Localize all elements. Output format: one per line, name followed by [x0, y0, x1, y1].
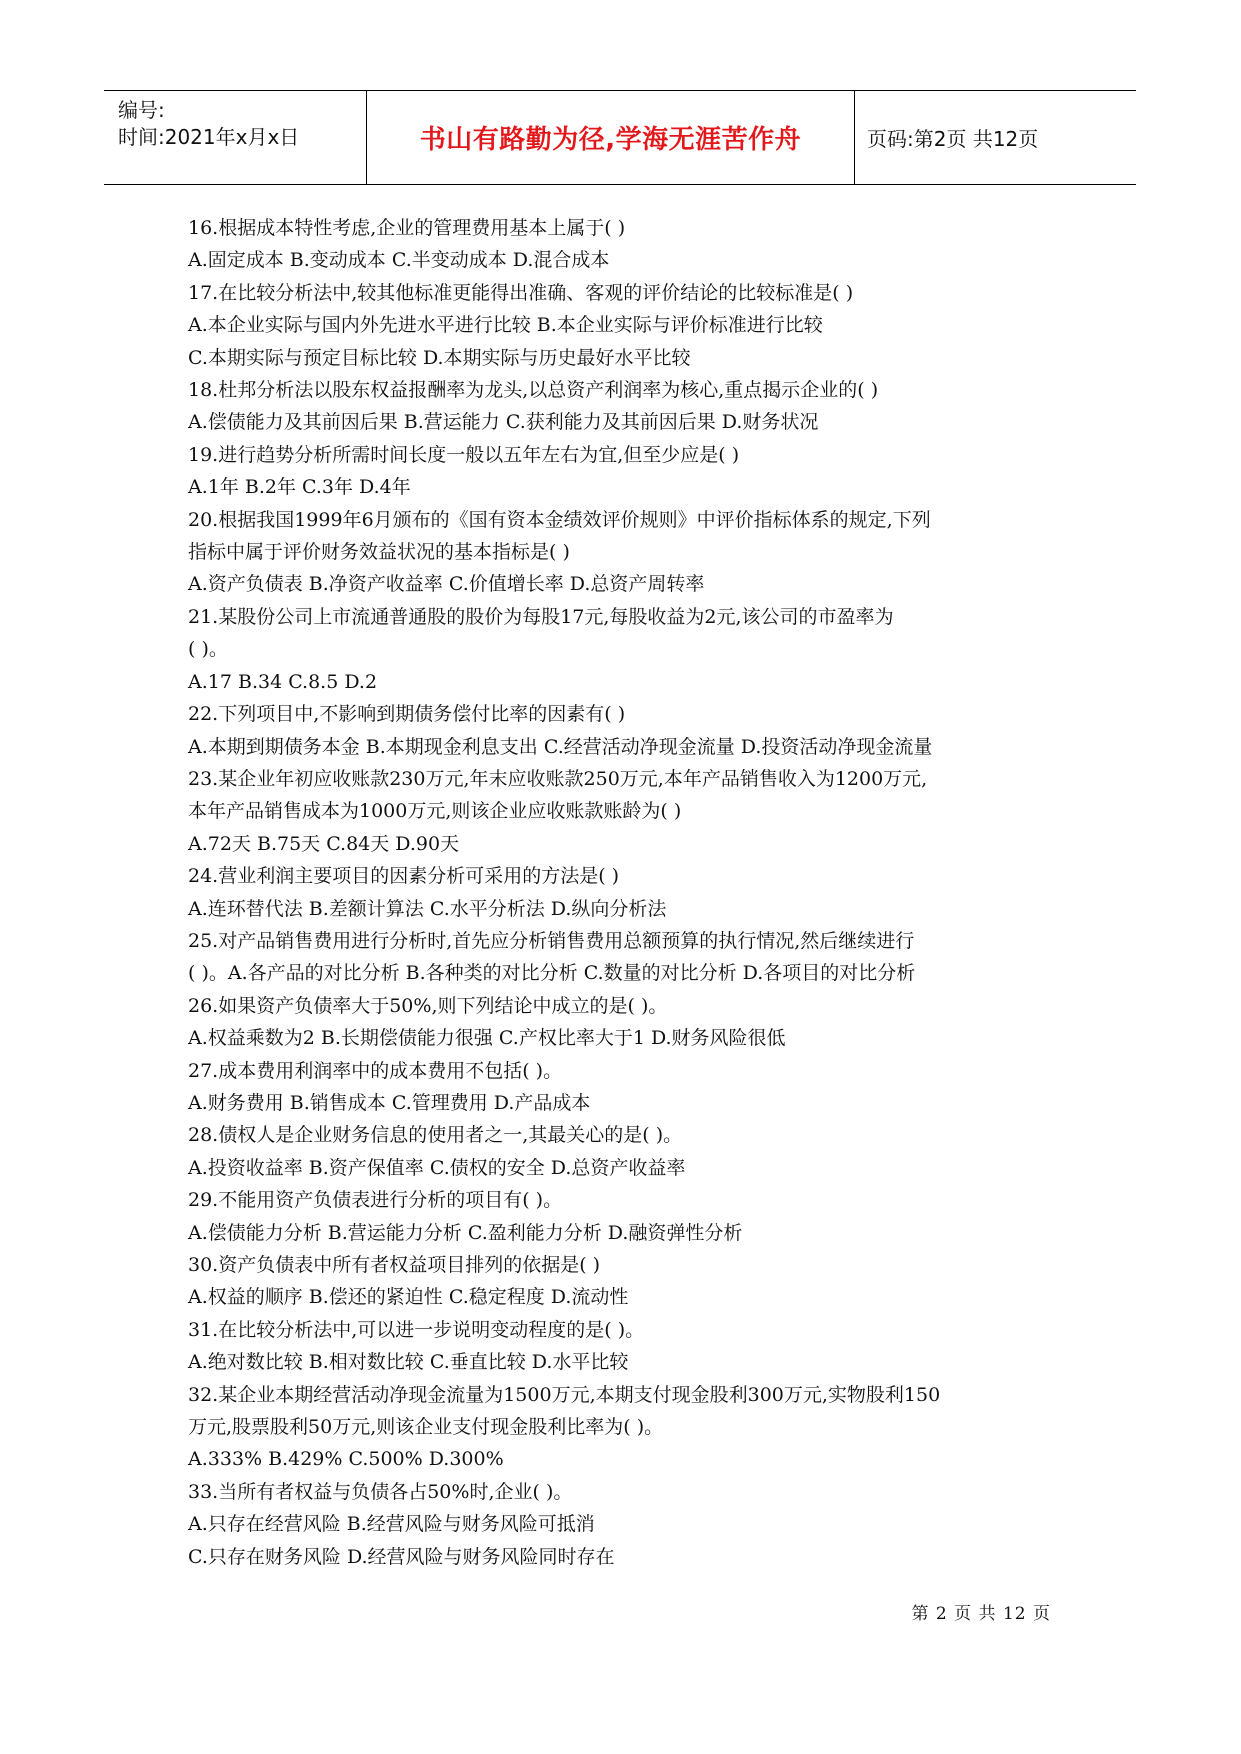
text-line: A.333% B.429% C.500% D.300%	[188, 1448, 504, 1471]
text-line: 30.资产负债表中所有者权益项目排列的依据是( )	[188, 1254, 601, 1276]
header-motto: 书山有路勤为径,学海无涯苦作舟	[419, 125, 802, 155]
text-line: A.连环替代法 B.差额计算法 C.水平分析法 D.纵向分析法	[188, 897, 667, 920]
text-line: 21.某股份公司上市流通普通股的股价为每股17元,每股收益为2元,该公司的市盈率为	[188, 605, 894, 628]
text-line: A.本期到期债务本金 B.本期现金利息支出 C.经营活动净现金流量 D.投资活动净现金流量	[188, 735, 933, 758]
text-line: 33.当所有者权益与负债各占50%时,企业( )。	[188, 1480, 573, 1503]
document-number-label: 编号:	[118, 98, 165, 122]
text-line: A.偿债能力分析 B.营运能力分析 C.盈利能力分析 D.融资弹性分析	[188, 1221, 743, 1244]
text-line: A.72天 B.75天 C.84天 D.90天	[188, 832, 460, 855]
text-line: 指标中属于评价财务效益状况的基本指标是( )	[188, 541, 570, 564]
text-line: C.本期实际与预定目标比较 D.本期实际与历史最好水平比较	[188, 346, 691, 369]
header-meta-cell	[104, 91, 367, 184]
text-line: A.只存在经营风险 B.经营风险与财务风险可抵消	[188, 1513, 595, 1536]
header-page-number: 页码:第2页 共12页	[867, 127, 1039, 151]
text-line: A.本企业实际与国内外先进水平进行比较 B.本企业实际与评价标准进行比较	[188, 314, 823, 337]
text-line: 27.成本费用利润率中的成本费用不包括( )。	[188, 1059, 563, 1082]
text-line: 20.根据我国1999年6月颁布的《国有资本金绩效评价规则》中评价指标体系的规定,下列	[188, 508, 931, 531]
text-line: 31.在比较分析法中,可以进一步说明变动程度的是( )。	[188, 1318, 645, 1341]
text-line: 29.不能用资产负债表进行分析的项目有( )。	[188, 1189, 563, 1212]
text-line: 16.根据成本特性考虑,企业的管理费用基本上属于( )	[188, 217, 626, 239]
text-line: C.只存在财务风险 D.经营风险与财务风险同时存在	[188, 1545, 615, 1568]
document-time-label: 时间:2021年x月x日	[118, 125, 300, 149]
text-line: 32.某企业本期经营活动净现金流量为1500万元,本期支付现金股利300万元,实物股利150	[188, 1383, 941, 1406]
page-footer: 第 2 页 共 12 页	[911, 1604, 1051, 1624]
question-list	[188, 212, 1058, 1573]
text-line: A.权益的顺序 B.偿还的紧迫性 C.稳定程度 D.流动性	[188, 1286, 629, 1309]
text-line: 19.进行趋势分析所需时间长度一般以五年左右为宜,但至少应是( )	[188, 443, 740, 466]
text-line: 28.债权人是企业财务信息的使用者之一,其最关心的是( )。	[188, 1124, 683, 1147]
text-line: A.财务费用 B.销售成本 C.管理费用 D.产品成本	[188, 1091, 591, 1114]
text-line: A.固定成本 B.变动成本 C.半变动成本 D.混合成本	[188, 249, 610, 272]
text-line: A.偿债能力及其前因后果 B.营运能力 C.获利能力及其前因后果 D.财务状况	[188, 411, 819, 434]
header-page-cell	[855, 91, 1136, 184]
text-line: ( )。A.各产品的对比分析 B.各种类的对比分析 C.数量的对比分析 D.各项目的对比分析	[188, 962, 916, 985]
page-header	[104, 90, 1136, 185]
header-motto-cell	[367, 91, 855, 184]
text-line: 23.某企业年初应收账款230万元,年末应收账款250万元,本年产品销售收入为1200万元,	[188, 767, 928, 790]
text-line: 22.下列项目中,不影响到期债务偿付比率的因素有( )	[188, 703, 626, 726]
text-line: 24.营业利润主要项目的因素分析可采用的方法是( )	[188, 865, 620, 888]
text-line: ( )。	[188, 638, 228, 661]
text-line: 万元,股票股利50万元,则该企业支付现金股利比率为( )。	[188, 1416, 664, 1439]
text-line: 26.如果资产负债率大于50%,则下列结论中成立的是( )。	[188, 994, 668, 1017]
text-line: A.17 B.34 C.8.5 D.2	[188, 670, 378, 693]
text-line: A.权益乘数为2 B.长期偿债能力很强 C.产权比率大于1 D.财务风险很低	[188, 1027, 786, 1050]
text-line: A.投资收益率 B.资产保值率 C.债权的安全 D.总资产收益率	[188, 1156, 686, 1179]
text-line: 17.在比较分析法中,较其他标准更能得出准确、客观的评价结论的比较标准是( )	[188, 281, 854, 304]
text-line: 本年产品销售成本为1000万元,则该企业应收账款账龄为( )	[188, 800, 682, 823]
text-line: A.1年 B.2年 C.3年 D.4年	[188, 476, 411, 499]
text-line: A.绝对数比较 B.相对数比较 C.垂直比较 D.水平比较	[188, 1351, 629, 1374]
text-line: A.资产负债表 B.净资产收益率 C.价值增长率 D.总资产周转率	[188, 573, 705, 596]
text-line: 25.对产品销售费用进行分析时,首先应分析销售费用总额预算的执行情况,然后继续进行	[188, 929, 915, 952]
text-line: 18.杜邦分析法以股东权益报酬率为龙头,以总资产利润率为核心,重点揭示企业的( )	[188, 379, 879, 402]
